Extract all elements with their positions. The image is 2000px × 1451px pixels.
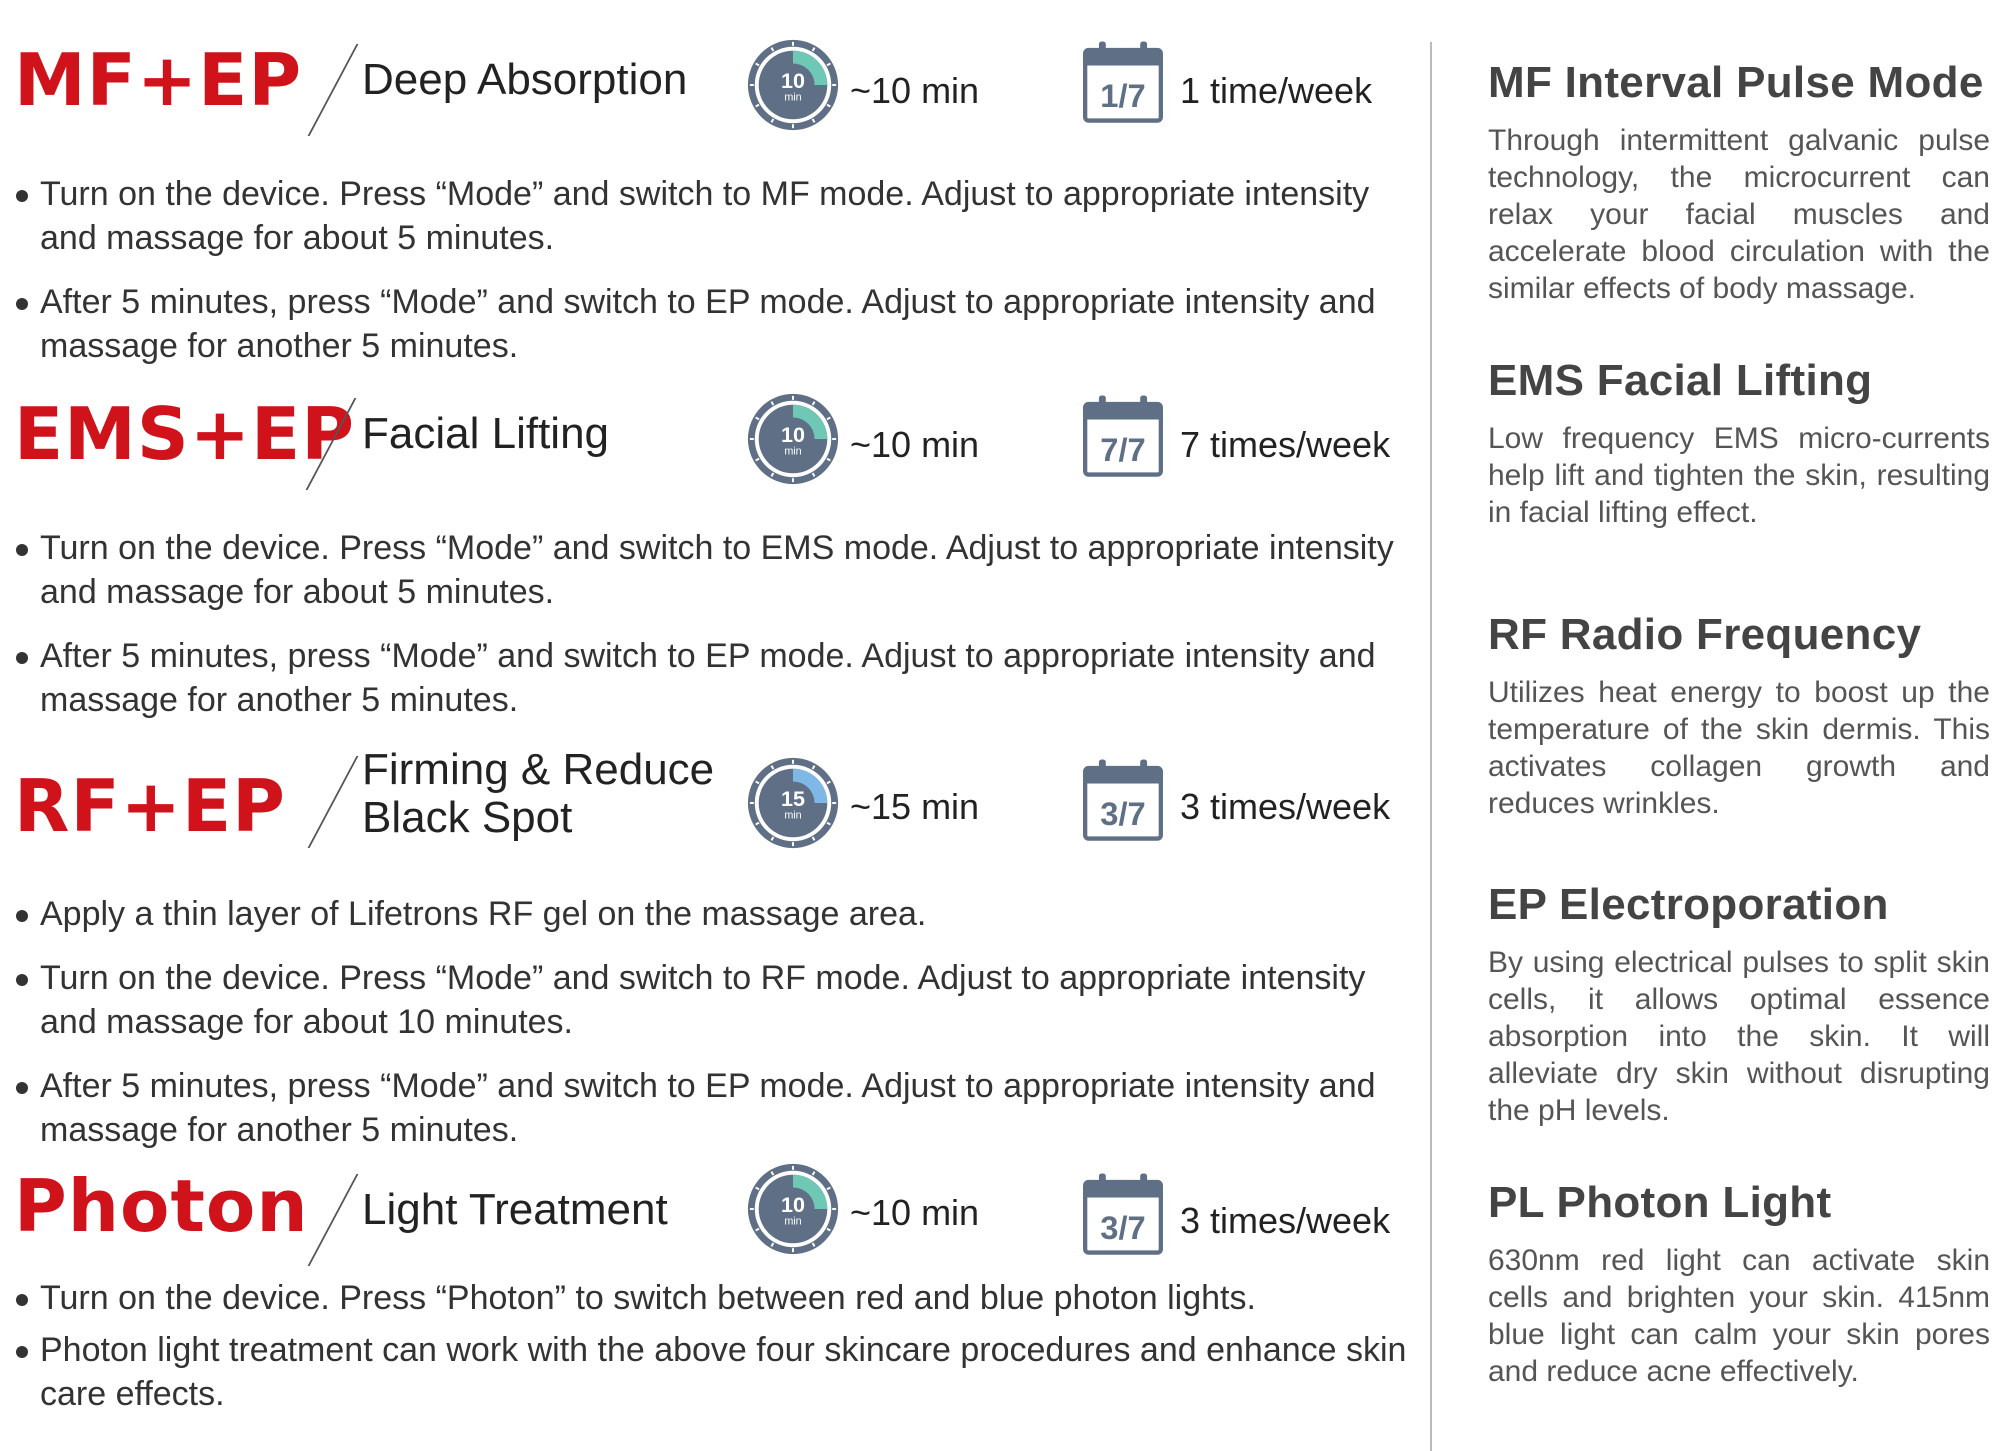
feature-pl <box>1484 1178 1990 1390</box>
duration-label: ~10 min <box>850 1192 980 1233</box>
calendar-value: 3/7 <box>1100 794 1146 832</box>
slash-divider <box>308 1174 359 1266</box>
timer-value: 15 <box>781 785 805 811</box>
duration-label: ~10 min <box>850 424 980 465</box>
step-list <box>0 526 1430 722</box>
step-item: Turn on the device. Press “Photon” to switch between red and blue photon lights. <box>0 1276 1420 1320</box>
feature-title: MF Interval Pulse Mode <box>1488 58 1984 107</box>
step-item: Turn on the device. Press “Mode” and switch to RF mode. Adjust to appropriate intensity and massage for about 10 minutes. <box>0 956 1420 1044</box>
step-list <box>0 892 1430 1152</box>
feature-rf <box>1484 610 1990 822</box>
mode-ems-ep <box>0 390 1430 742</box>
feature-title: EMS Facial Lifting <box>1488 356 1873 405</box>
frequency-label: 3 times/week <box>1180 1200 1391 1241</box>
feature-description: 630nm red light can activate skin cells and brighten your skin. 415nm blue light can calm your skin pores and reduce acne effectively. <box>1488 1244 1990 1388</box>
timer-unit: min <box>784 445 802 458</box>
mode-header <box>0 390 1430 500</box>
frequency-label: 3 times/week <box>1180 786 1391 827</box>
feature-ep <box>1484 880 1990 1129</box>
step-item: Apply a thin layer of Lifetrons RF gel on the massage area. <box>0 892 1420 936</box>
mode-code: Photon <box>14 1164 309 1248</box>
step-item: Photon light treatment can work with the above four skincare procedures and enhance skin care effects. <box>0 1328 1420 1416</box>
feature-title: RF Radio Frequency <box>1488 610 1922 659</box>
mode-name <box>362 1186 668 1234</box>
mode-name <box>362 746 714 843</box>
mode-name-line: Black Spot <box>362 793 573 843</box>
timer-unit: min <box>784 809 802 822</box>
duration-label: ~10 min <box>850 70 980 111</box>
mode-header <box>0 745 1430 858</box>
calendar-icon <box>1080 38 1166 124</box>
timer-value: 10 <box>781 1191 805 1217</box>
slash-divider <box>308 44 359 136</box>
stopwatch-icon <box>744 390 842 488</box>
timer-value: 10 <box>781 421 805 447</box>
calendar-icon <box>1080 1170 1166 1256</box>
calendar-icon <box>1080 756 1166 842</box>
feature-description: Through intermittent galvanic pulse technology, the microcurrent can relax your facial muscles and accelerate blood circulation with the similar effects of body massage. <box>1488 124 1990 305</box>
mode-name <box>362 410 609 458</box>
step-item: After 5 minutes, press “Mode” and switch to EP mode. Adjust to appropriate intensity and massage for another 5 minutes. <box>0 280 1420 368</box>
stopwatch-icon <box>744 36 842 134</box>
duration-label: ~15 min <box>850 786 980 827</box>
feature-description: Utilizes heat energy to boost up the temperature of the skin dermis. This activates collagen growth and reduces wrinkles. <box>1488 676 1990 820</box>
stopwatch-icon <box>744 754 842 852</box>
calendar-value: 7/7 <box>1100 430 1146 468</box>
calendar-value: 3/7 <box>1100 1208 1146 1246</box>
mode-name-line: Firming & Reduce <box>362 745 715 794</box>
feature-mf <box>1484 58 1990 307</box>
mode-code: EMS+EP <box>14 392 355 476</box>
mode-photon <box>0 1160 1430 1436</box>
step-item: Turn on the device. Press “Mode” and switch to MF mode. Adjust to appropriate intensity and massage for about 5 minutes. <box>0 172 1420 260</box>
timer-unit: min <box>784 1215 802 1228</box>
mode-mf-ep <box>0 36 1430 388</box>
step-list <box>0 1276 1430 1416</box>
stopwatch-icon <box>744 1160 842 1258</box>
mode-name <box>362 56 687 104</box>
timer-unit: min <box>784 91 802 104</box>
mode-name-line: Deep Absorption <box>362 55 688 104</box>
mode-name-line: Facial Lifting <box>362 409 610 458</box>
frequency-label: 1 time/week <box>1180 70 1373 111</box>
column-divider <box>1430 42 1432 1451</box>
calendar-icon <box>1080 392 1166 478</box>
mode-code: RF+EP <box>14 764 286 848</box>
step-item: After 5 minutes, press “Mode” and switch to EP mode. Adjust to appropriate intensity and massage for another 5 minutes. <box>0 1064 1420 1152</box>
mode-rf-ep <box>0 745 1430 1172</box>
timer-value: 10 <box>781 67 805 93</box>
mode-code: MF+EP <box>14 38 303 122</box>
frequency-label: 7 times/week <box>1180 424 1391 465</box>
mode-name-line: Light Treatment <box>362 1185 668 1234</box>
slash-divider <box>308 756 359 848</box>
feature-title: EP Electroporation <box>1488 880 1889 929</box>
feature-title: PL Photon Light <box>1488 1178 1832 1227</box>
mode-header <box>0 36 1430 146</box>
feature-description: Low frequency EMS micro-currents help lift and tighten the skin, resulting in facial lifting effect. <box>1488 422 1990 529</box>
feature-ems <box>1484 356 1990 531</box>
calendar-value: 1/7 <box>1100 76 1146 114</box>
feature-description: By using electrical pulses to split skin cells, it allows optimal essence absorption into the skin. It will alleviate dry skin without disrupting the pH levels. <box>1488 946 1990 1127</box>
mode-header <box>0 1160 1430 1256</box>
step-list <box>0 172 1430 368</box>
step-item: After 5 minutes, press “Mode” and switch to EP mode. Adjust to appropriate intensity and massage for another 5 minutes. <box>0 634 1420 722</box>
step-item: Turn on the device. Press “Mode” and switch to EMS mode. Adjust to appropriate intensity and massage for about 5 minutes. <box>0 526 1420 614</box>
